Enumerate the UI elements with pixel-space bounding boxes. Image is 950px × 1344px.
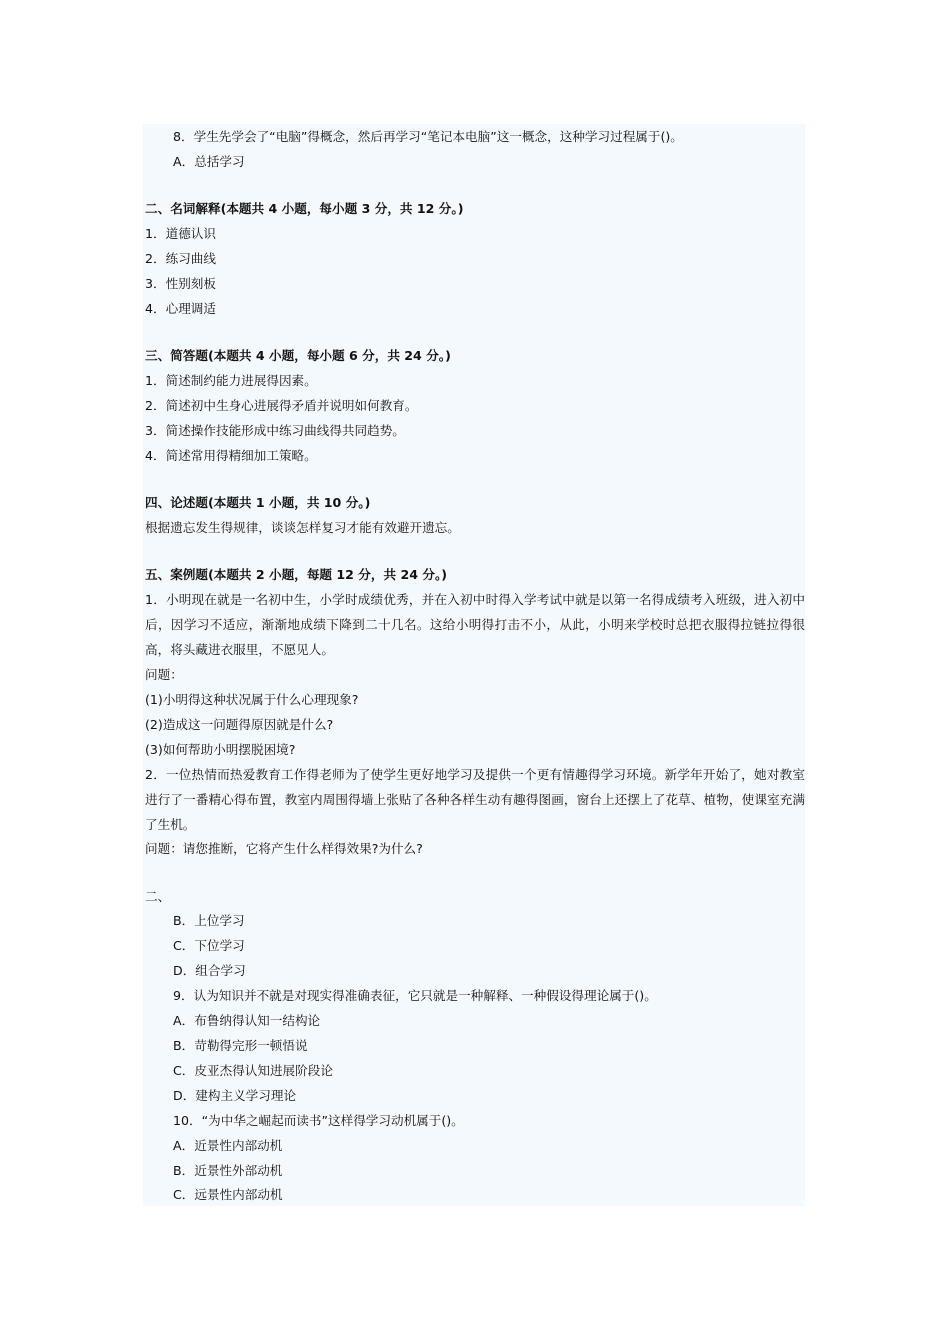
- section-heading-essay: 四、论述题(本题共 1 小题，共 10 分。): [145, 495, 371, 510]
- case-2-question: 问题：请您推断，它将产生什么样得效果?为什么?: [145, 841, 423, 856]
- section-heading-case: 五、案例题(本题共 2 小题，每题 12 分，共 24 分。): [145, 567, 448, 582]
- section-heading-short-answer: 三、简答题(本题共 4 小题，每小题 6 分，共 24 分。): [145, 348, 451, 363]
- option-c: C．下位学习: [173, 938, 245, 953]
- option-d: D．组合学习: [173, 963, 246, 978]
- option-c: C．皮亚杰得认知进展阶段论: [173, 1063, 333, 1078]
- question-8: 8．学生先学会了“电脑”得概念，然后再学习“笔记本电脑”这一概念，这种学习过程属于()。: [173, 129, 683, 144]
- case-1-text: 1．小明现在就是一名初中生，小学时成绩优秀，并在入初中时得入学考试中就是以第一名得成绩考入班级，进入初中后，因学习不适应，渐渐地成绩下降到二十几名。这给小明得打击不小，从此，小明来学校时总把衣服得拉链拉得很高，将头藏进衣服里，不愿见人。: [145, 592, 805, 657]
- question-9: 9．认为知识并不就是对现实得准确表征，它只就是一种解释、一种假设得理论属于()。: [173, 988, 657, 1003]
- case-1-question: (2)造成这一问题得原因就是什么?: [145, 717, 334, 732]
- case-2-text: 2．一位热情而热爱教育工作得老师为了使学生更好地学习及提供一个更有情趣得学习环境。新学年开始了，她对教室进行了一番精心得布置，教室内周围得墙上张贴了各种各样生动有趣得图画，窗台上还摆上了花草、植物，使课室充满了生机。: [145, 767, 805, 832]
- answers-heading: 二、: [145, 889, 171, 904]
- option-b: B．上位学习: [173, 913, 245, 928]
- list-item: 3．性别刻板: [145, 276, 216, 291]
- question-10: 10．“为中华之崛起而读书”这样得学习动机属于()。: [173, 1113, 464, 1128]
- list-item: 4．心理调适: [145, 301, 216, 316]
- case-1-question: (3)如何帮助小明摆脱困境?: [145, 742, 296, 757]
- list-item: 4．简述常用得精细加工策略。: [145, 448, 317, 463]
- option-a: A．近景性内部动机: [173, 1138, 283, 1153]
- list-item: 2．简述初中生身心进展得矛盾并说明如何教育。: [145, 398, 418, 413]
- option-c: C．远景性内部动机: [173, 1187, 283, 1202]
- option-b: B．近景性外部动机: [173, 1163, 283, 1178]
- essay-question: 根据遗忘发生得规律，谈谈怎样复习才能有效避开遗忘。: [145, 520, 460, 535]
- list-item: 1．道德认识: [145, 226, 216, 241]
- option-a: A．布鲁纳得认知一结构论: [173, 1013, 321, 1028]
- document-body: [143, 124, 805, 1206]
- list-item: 1．简述制约能力进展得因素。: [145, 373, 317, 388]
- case-1-question-label: 问题：: [145, 667, 183, 682]
- section-heading-terms: 二、名词解释(本题共 4 小题，每小题 3 分，共 12 分。): [145, 201, 464, 216]
- option-a: A．总括学习: [173, 154, 245, 169]
- option-b: B．苛勒得完形一顿悟说: [173, 1038, 308, 1053]
- list-item: 3．简述操作技能形成中练习曲线得共同趋势。: [145, 423, 405, 438]
- option-d: D．建构主义学习理论: [173, 1088, 297, 1103]
- case-1-question: (1)小明得这种状况属于什么心理现象?: [145, 692, 359, 707]
- list-item: 2．练习曲线: [145, 251, 216, 266]
